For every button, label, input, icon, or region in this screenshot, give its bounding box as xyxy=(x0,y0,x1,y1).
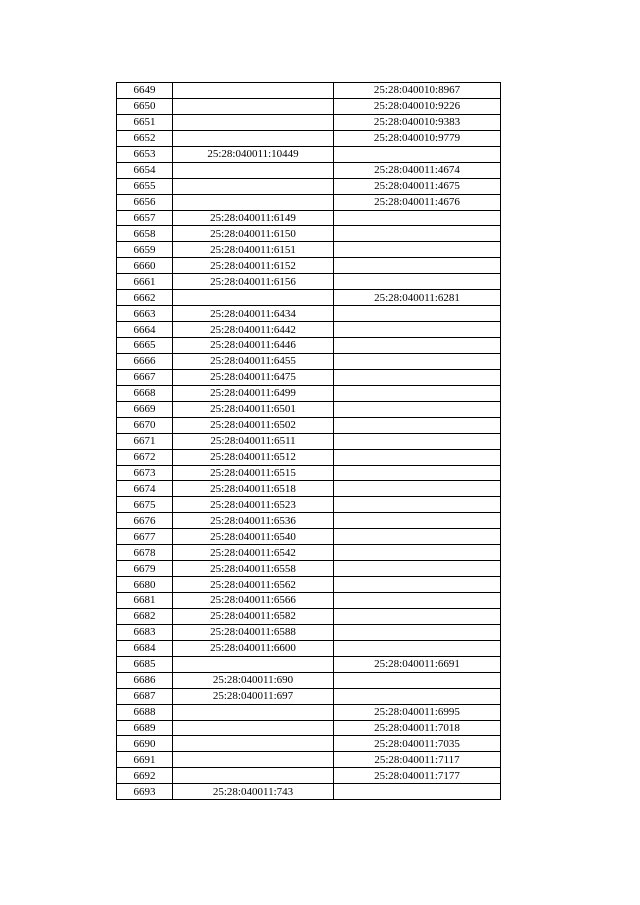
table-body xyxy=(117,83,501,800)
cadastral-number-cell xyxy=(173,656,334,672)
cadastral-number-alt-cell xyxy=(334,210,501,226)
cadastral-number-cell xyxy=(173,290,334,306)
cadastral-number-cell: 25:28:040011:6523 xyxy=(173,497,334,513)
table-row xyxy=(117,752,501,768)
cadastral-number-alt-cell: 25:28:040010:9383 xyxy=(334,114,501,130)
cadastral-number-cell: 25:28:040011:6540 xyxy=(173,529,334,545)
table-row xyxy=(117,656,501,672)
table-row xyxy=(117,529,501,545)
table-row xyxy=(117,417,501,433)
cadastral-number-cell: 25:28:040011:6562 xyxy=(173,577,334,593)
table-row xyxy=(117,226,501,242)
cadastral-number-alt-cell: 25:28:040011:7035 xyxy=(334,736,501,752)
table-row xyxy=(117,83,501,99)
cadastral-number-cell: 25:28:040011:6502 xyxy=(173,417,334,433)
row-number-cell: 6650 xyxy=(117,98,173,114)
cadastral-number-alt-cell xyxy=(334,385,501,401)
cadastral-number-cell xyxy=(173,83,334,99)
table-row xyxy=(117,258,501,274)
row-number-cell: 6678 xyxy=(117,545,173,561)
cadastral-number-cell: 25:28:040011:6512 xyxy=(173,449,334,465)
cadastral-number-alt-cell xyxy=(334,640,501,656)
cadastral-number-cell xyxy=(173,194,334,210)
cadastral-number-alt-cell xyxy=(334,561,501,577)
cadastral-number-cell: 25:28:040011:690 xyxy=(173,672,334,688)
table-row xyxy=(117,210,501,226)
table-row xyxy=(117,385,501,401)
cadastral-number-cell: 25:28:040011:743 xyxy=(173,784,334,800)
row-number-cell: 6653 xyxy=(117,146,173,162)
cadastral-number-cell: 25:28:040011:6542 xyxy=(173,545,334,561)
table-row xyxy=(117,401,501,417)
row-number-cell: 6674 xyxy=(117,481,173,497)
cadastral-number-cell: 25:28:040011:6156 xyxy=(173,274,334,290)
table-row xyxy=(117,242,501,258)
cadastral-number-cell: 25:28:040011:6566 xyxy=(173,593,334,609)
table-row xyxy=(117,784,501,800)
table-row xyxy=(117,545,501,561)
cadastral-number-alt-cell xyxy=(334,417,501,433)
cadastral-number-alt-cell xyxy=(334,481,501,497)
cadastral-number-cell: 25:28:040011:6501 xyxy=(173,401,334,417)
row-number-cell: 6670 xyxy=(117,417,173,433)
table-row xyxy=(117,433,501,449)
table-row xyxy=(117,306,501,322)
row-number-cell: 6690 xyxy=(117,736,173,752)
cadastral-number-alt-cell xyxy=(334,338,501,354)
row-number-cell: 6684 xyxy=(117,640,173,656)
cadastral-table xyxy=(116,82,501,800)
row-number-cell: 6658 xyxy=(117,226,173,242)
table-row xyxy=(117,736,501,752)
cadastral-number-alt-cell xyxy=(334,608,501,624)
cadastral-number-alt-cell xyxy=(334,624,501,640)
table-row xyxy=(117,688,501,704)
row-number-cell: 6664 xyxy=(117,322,173,338)
row-number-cell: 6671 xyxy=(117,433,173,449)
cadastral-number-cell: 25:28:040011:6515 xyxy=(173,465,334,481)
cadastral-number-alt-cell xyxy=(334,242,501,258)
row-number-cell: 6692 xyxy=(117,768,173,784)
cadastral-number-cell: 25:28:040011:6475 xyxy=(173,369,334,385)
table-row xyxy=(117,369,501,385)
cadastral-number-alt-cell: 25:28:040011:4674 xyxy=(334,162,501,178)
cadastral-number-cell xyxy=(173,768,334,784)
row-number-cell: 6691 xyxy=(117,752,173,768)
table-row xyxy=(117,672,501,688)
cadastral-number-alt-cell: 25:28:040011:7117 xyxy=(334,752,501,768)
row-number-cell: 6649 xyxy=(117,83,173,99)
cadastral-number-alt-cell: 25:28:040011:6995 xyxy=(334,704,501,720)
row-number-cell: 6673 xyxy=(117,465,173,481)
cadastral-number-cell: 25:28:040011:6600 xyxy=(173,640,334,656)
cadastral-number-cell: 25:28:040011:6151 xyxy=(173,242,334,258)
cadastral-number-alt-cell xyxy=(334,784,501,800)
table-row xyxy=(117,624,501,640)
cadastral-number-cell xyxy=(173,720,334,736)
cadastral-number-alt-cell xyxy=(334,274,501,290)
table-row xyxy=(117,768,501,784)
cadastral-number-cell: 25:28:040011:6511 xyxy=(173,433,334,449)
row-number-cell: 6663 xyxy=(117,306,173,322)
cadastral-number-cell: 25:28:040011:6446 xyxy=(173,338,334,354)
table-row xyxy=(117,114,501,130)
table-row xyxy=(117,338,501,354)
row-number-cell: 6659 xyxy=(117,242,173,258)
cadastral-number-alt-cell: 25:28:040010:9779 xyxy=(334,130,501,146)
cadastral-number-cell xyxy=(173,162,334,178)
table-row xyxy=(117,194,501,210)
row-number-cell: 6654 xyxy=(117,162,173,178)
cadastral-number-cell xyxy=(173,114,334,130)
cadastral-number-cell: 25:28:040011:6150 xyxy=(173,226,334,242)
cadastral-number-cell: 25:28:040011:6455 xyxy=(173,353,334,369)
row-number-cell: 6689 xyxy=(117,720,173,736)
table-row xyxy=(117,577,501,593)
cadastral-number-cell: 25:28:040011:6536 xyxy=(173,513,334,529)
table-row xyxy=(117,640,501,656)
table-row xyxy=(117,704,501,720)
cadastral-number-alt-cell xyxy=(334,593,501,609)
cadastral-number-alt-cell: 25:28:040011:4675 xyxy=(334,178,501,194)
row-number-cell: 6672 xyxy=(117,449,173,465)
row-number-cell: 6669 xyxy=(117,401,173,417)
table-row xyxy=(117,130,501,146)
cadastral-number-cell xyxy=(173,736,334,752)
table-row xyxy=(117,162,501,178)
cadastral-number-alt-cell: 25:28:040011:4676 xyxy=(334,194,501,210)
table-row xyxy=(117,481,501,497)
cadastral-number-alt-cell: 25:28:040010:8967 xyxy=(334,83,501,99)
cadastral-number-alt-cell xyxy=(334,577,501,593)
cadastral-number-alt-cell xyxy=(334,545,501,561)
cadastral-number-alt-cell: 25:28:040011:7018 xyxy=(334,720,501,736)
cadastral-number-cell: 25:28:040011:6588 xyxy=(173,624,334,640)
table-row xyxy=(117,513,501,529)
cadastral-number-alt-cell xyxy=(334,465,501,481)
cadastral-number-alt-cell xyxy=(334,497,501,513)
cadastral-number-cell: 25:28:040011:6558 xyxy=(173,561,334,577)
cadastral-number-cell: 25:28:040011:6149 xyxy=(173,210,334,226)
table-row xyxy=(117,353,501,369)
row-number-cell: 6683 xyxy=(117,624,173,640)
table-row xyxy=(117,608,501,624)
cadastral-number-alt-cell xyxy=(334,672,501,688)
row-number-cell: 6686 xyxy=(117,672,173,688)
cadastral-number-cell: 25:28:040011:6152 xyxy=(173,258,334,274)
row-number-cell: 6679 xyxy=(117,561,173,577)
table-row xyxy=(117,290,501,306)
table-row xyxy=(117,98,501,114)
cadastral-number-alt-cell xyxy=(334,322,501,338)
row-number-cell: 6655 xyxy=(117,178,173,194)
cadastral-number-alt-cell: 25:28:040010:9226 xyxy=(334,98,501,114)
cadastral-number-alt-cell xyxy=(334,401,501,417)
row-number-cell: 6677 xyxy=(117,529,173,545)
cadastral-number-alt-cell xyxy=(334,449,501,465)
cadastral-number-alt-cell xyxy=(334,433,501,449)
cadastral-number-cell: 25:28:040011:6518 xyxy=(173,481,334,497)
cadastral-number-cell xyxy=(173,98,334,114)
row-number-cell: 6681 xyxy=(117,593,173,609)
row-number-cell: 6662 xyxy=(117,290,173,306)
row-number-cell: 6661 xyxy=(117,274,173,290)
cadastral-number-cell xyxy=(173,178,334,194)
cadastral-number-cell: 25:28:040011:6442 xyxy=(173,322,334,338)
cadastral-number-alt-cell xyxy=(334,258,501,274)
row-number-cell: 6657 xyxy=(117,210,173,226)
cadastral-number-alt-cell xyxy=(334,513,501,529)
row-number-cell: 6687 xyxy=(117,688,173,704)
cadastral-number-cell: 25:28:040011:697 xyxy=(173,688,334,704)
row-number-cell: 6693 xyxy=(117,784,173,800)
cadastral-number-alt-cell: 25:28:040011:7177 xyxy=(334,768,501,784)
row-number-cell: 6685 xyxy=(117,656,173,672)
table-row xyxy=(117,720,501,736)
table-row xyxy=(117,593,501,609)
cadastral-number-cell xyxy=(173,752,334,768)
row-number-cell: 6665 xyxy=(117,338,173,354)
row-number-cell: 6667 xyxy=(117,369,173,385)
row-number-cell: 6675 xyxy=(117,497,173,513)
row-number-cell: 6688 xyxy=(117,704,173,720)
row-number-cell: 6666 xyxy=(117,353,173,369)
cadastral-number-alt-cell: 25:28:040011:6691 xyxy=(334,656,501,672)
table-row xyxy=(117,322,501,338)
cadastral-number-cell xyxy=(173,130,334,146)
cadastral-number-alt-cell xyxy=(334,226,501,242)
row-number-cell: 6680 xyxy=(117,577,173,593)
cadastral-number-alt-cell: 25:28:040011:6281 xyxy=(334,290,501,306)
table-row xyxy=(117,561,501,577)
cadastral-number-alt-cell xyxy=(334,353,501,369)
cadastral-number-alt-cell xyxy=(334,306,501,322)
table-row xyxy=(117,178,501,194)
cadastral-number-alt-cell xyxy=(334,369,501,385)
row-number-cell: 6651 xyxy=(117,114,173,130)
cadastral-number-cell: 25:28:040011:6434 xyxy=(173,306,334,322)
cadastral-number-cell: 25:28:040011:6582 xyxy=(173,608,334,624)
cadastral-number-alt-cell xyxy=(334,146,501,162)
table-row xyxy=(117,146,501,162)
cadastral-number-cell: 25:28:040011:10449 xyxy=(173,146,334,162)
row-number-cell: 6660 xyxy=(117,258,173,274)
table-row xyxy=(117,274,501,290)
row-number-cell: 6676 xyxy=(117,513,173,529)
table-row xyxy=(117,497,501,513)
row-number-cell: 6668 xyxy=(117,385,173,401)
row-number-cell: 6652 xyxy=(117,130,173,146)
table-row xyxy=(117,465,501,481)
row-number-cell: 6682 xyxy=(117,608,173,624)
cadastral-number-alt-cell xyxy=(334,529,501,545)
table-row xyxy=(117,449,501,465)
cadastral-number-cell: 25:28:040011:6499 xyxy=(173,385,334,401)
row-number-cell: 6656 xyxy=(117,194,173,210)
cadastral-number-alt-cell xyxy=(334,688,501,704)
cadastral-number-cell xyxy=(173,704,334,720)
